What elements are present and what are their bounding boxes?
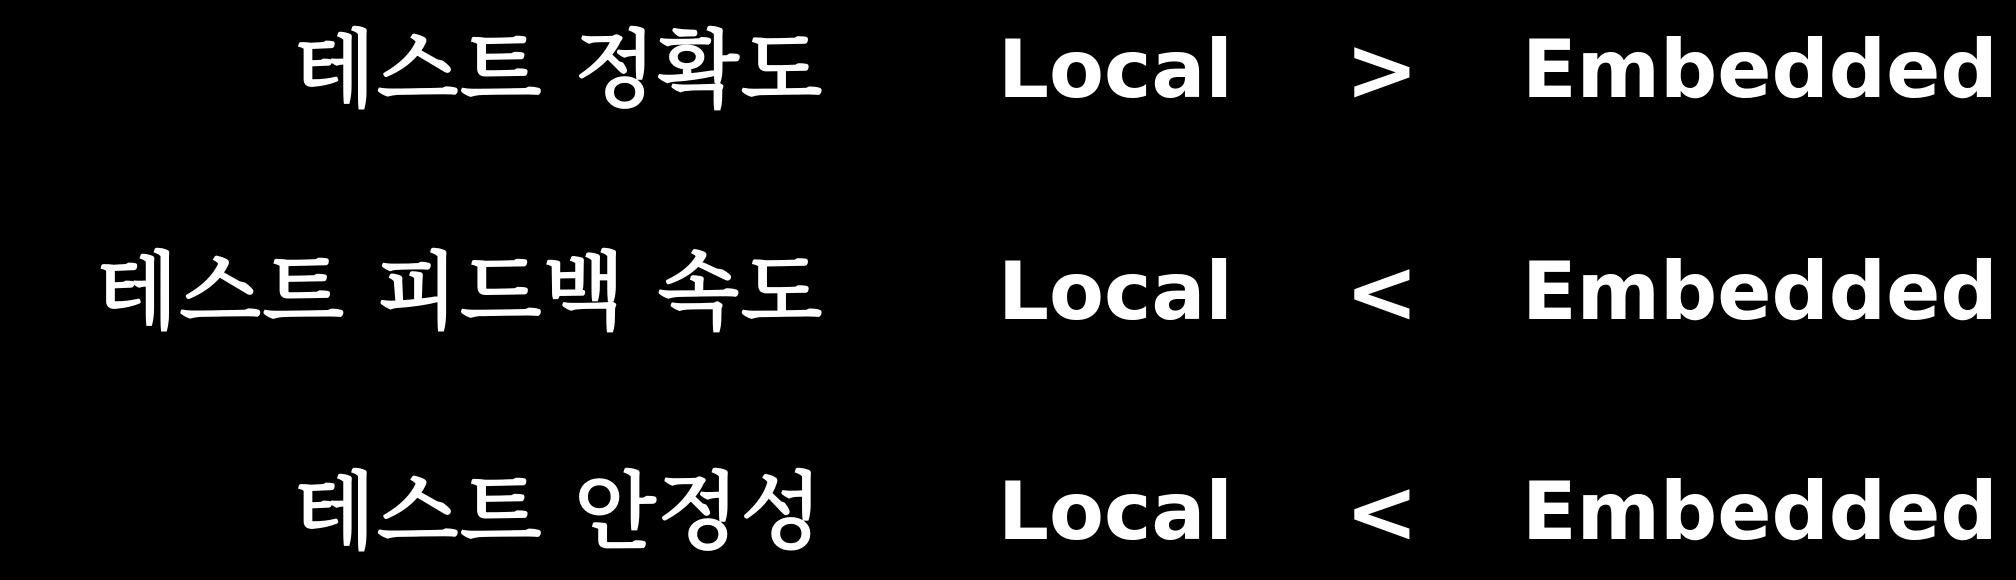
less-than-sign: < — [1345, 460, 1419, 563]
criterion-label: 테스트 피드백 속도 — [96, 243, 824, 341]
comparison-row-accuracy — [0, 10, 2016, 130]
less-than-sign: < — [1345, 240, 1419, 343]
local-label: Local — [998, 23, 1233, 116]
criterion-label: 테스트 안정성 — [293, 463, 824, 561]
embedded-label: Embedded — [1522, 465, 1998, 558]
greater-than-sign: > — [1345, 18, 1419, 121]
comparison-row-stability — [0, 452, 2016, 572]
embedded-label: Embedded — [1522, 23, 1998, 116]
local-label: Local — [998, 245, 1233, 338]
comparison-row-feedback-speed — [0, 232, 2016, 352]
criterion-label: 테스트 정확도 — [293, 21, 824, 119]
local-label: Local — [998, 465, 1233, 558]
embedded-label: Embedded — [1522, 245, 1998, 338]
